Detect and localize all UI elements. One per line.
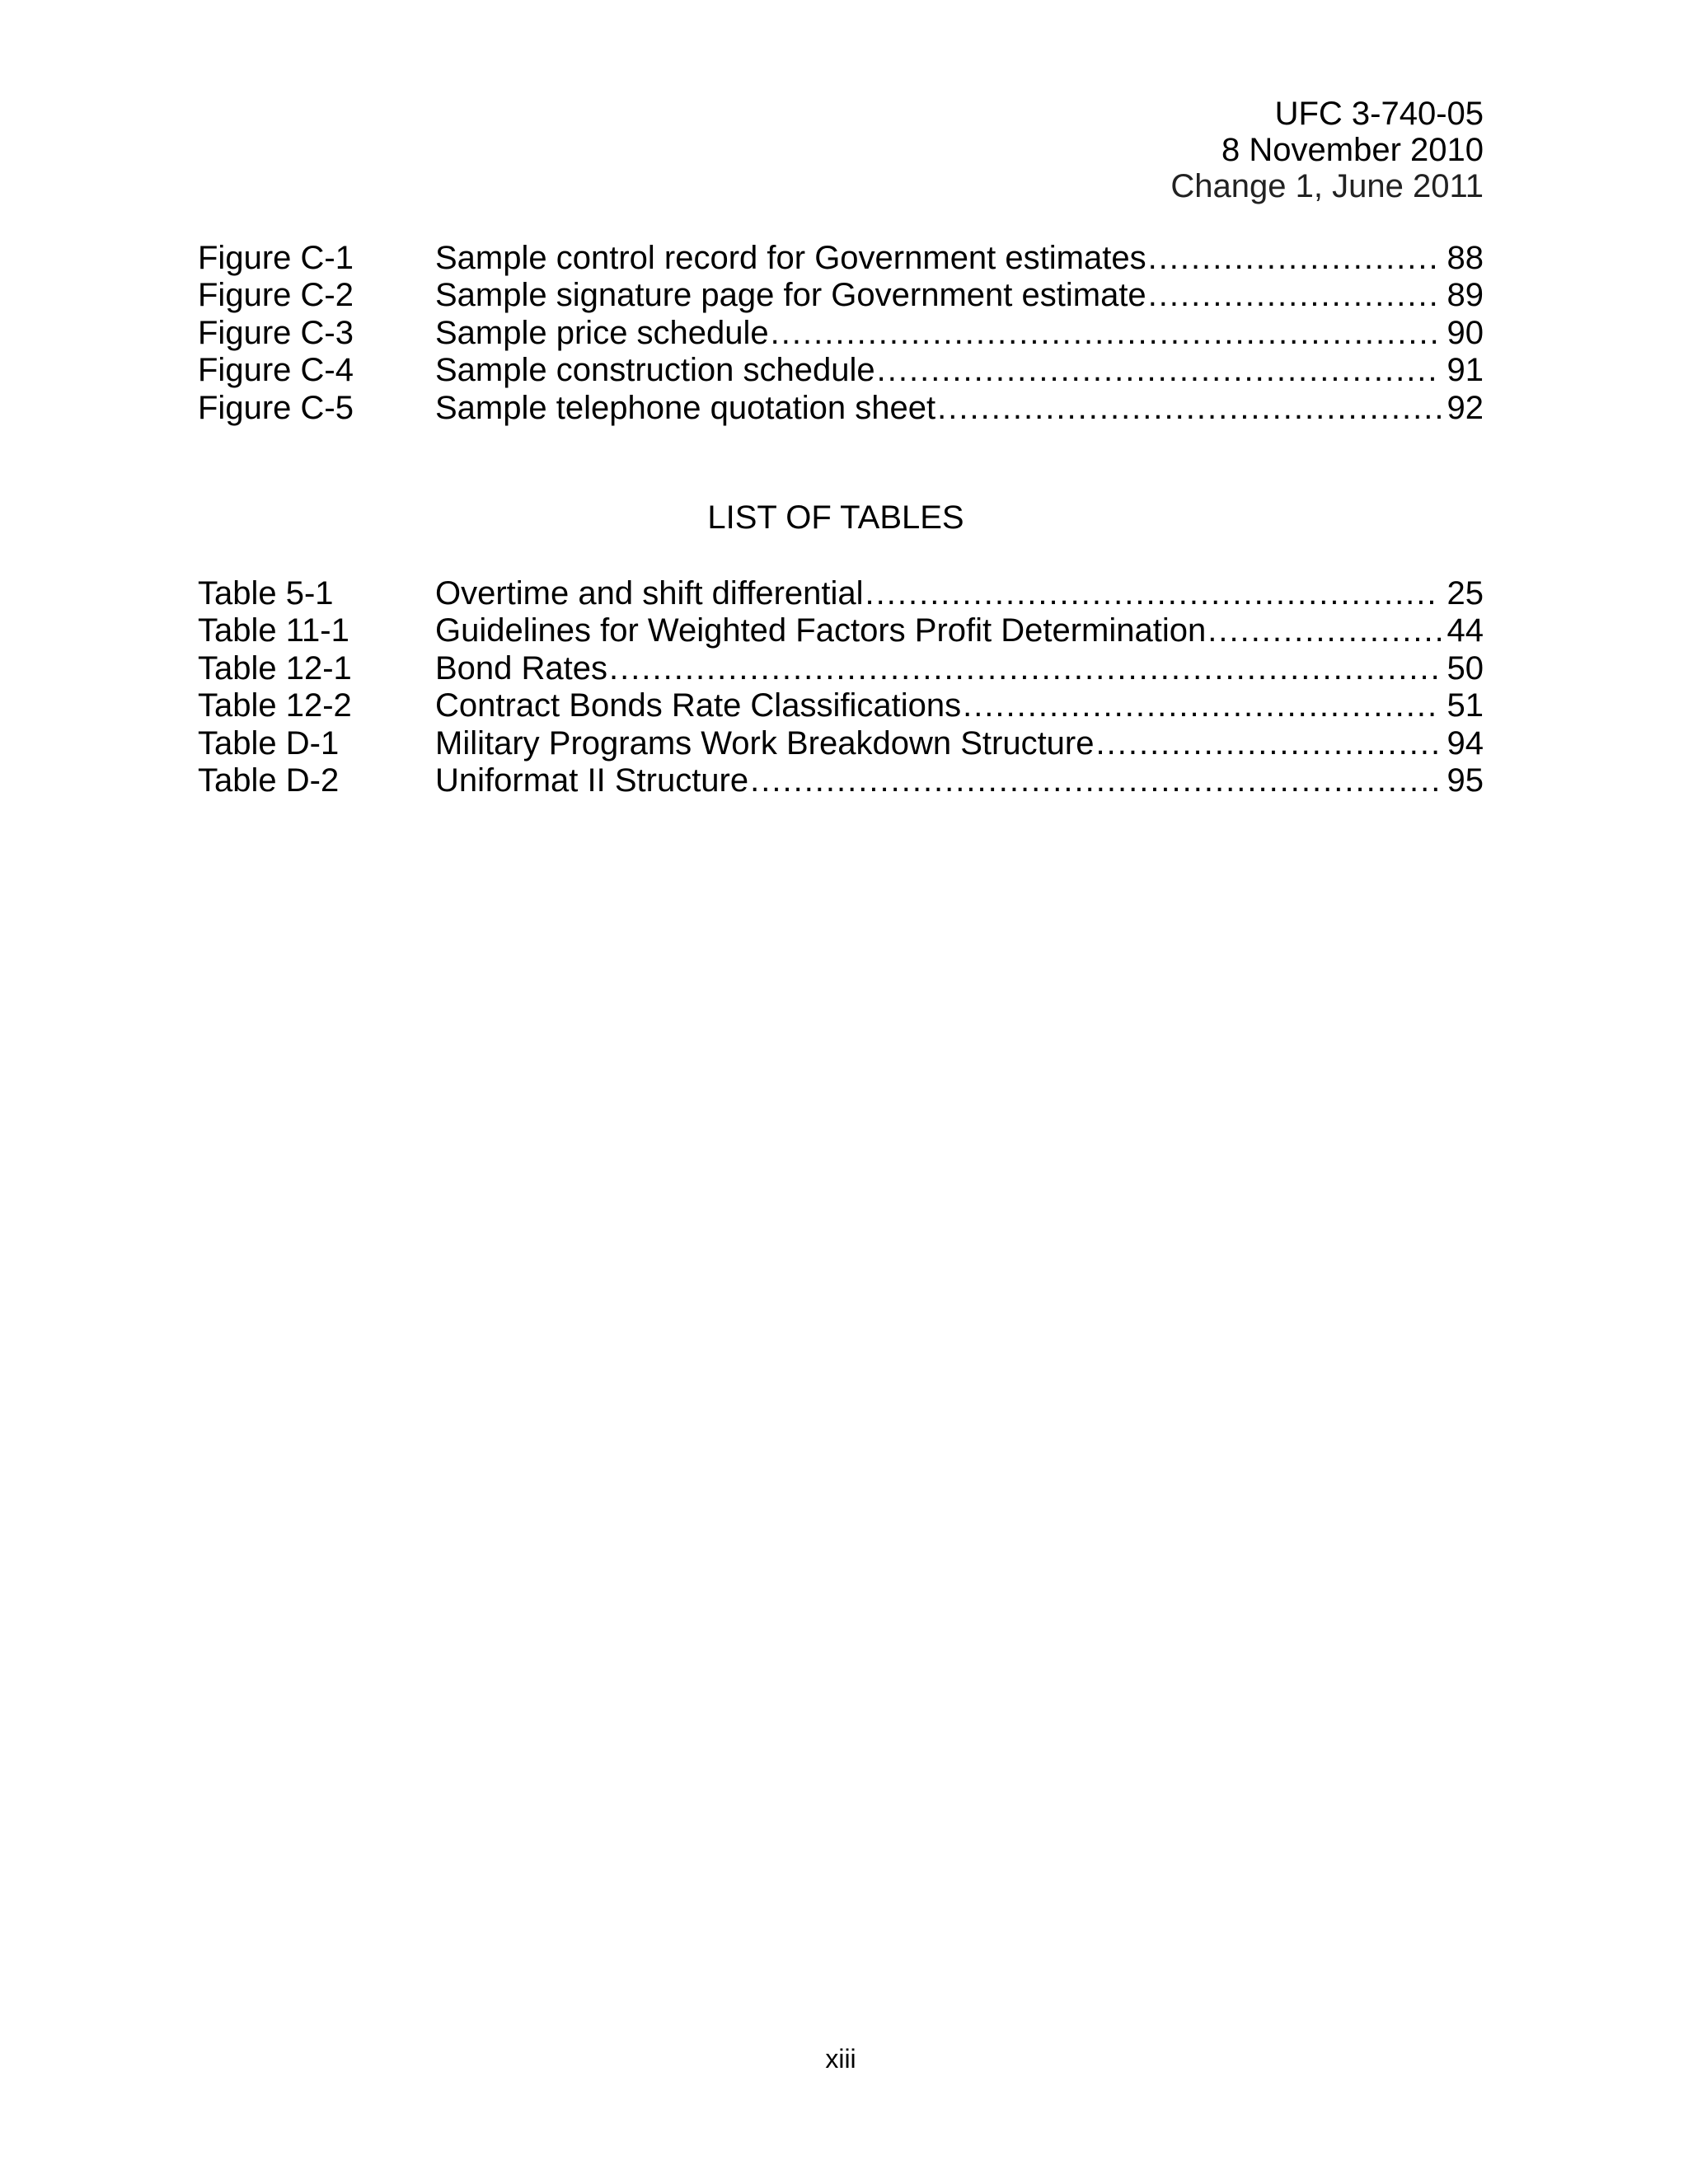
change-notice: Change 1, June 2011 [1170,168,1484,204]
toc-entry-label: Figure C-5 [198,389,354,426]
toc-entry-label: Table 5-1 [198,575,334,612]
dot-leader [1148,240,1441,277]
toc-entry-label: Figure C-2 [198,277,354,314]
document-header [1170,96,1484,204]
toc-entry-label: Table 12-2 [198,687,352,724]
dot-leader [771,315,1441,352]
toc-row-table-12-1[interactable] [198,650,1484,687]
toc-entry-title: Bond Rates [435,649,608,687]
toc-entry-label: Table 11-1 [198,612,349,649]
dot-leader [937,390,1440,427]
toc-entry-page: 90 [1447,314,1484,351]
toc-entry-title: Sample price schedule [435,314,769,351]
toc-row-table-5-1[interactable] [198,575,1484,612]
toc-row-table-d-2[interactable] [198,762,1484,799]
toc-entry-label: Figure C-4 [198,352,354,389]
dot-leader [1207,612,1440,649]
toc-entry-label: Table 12-1 [198,649,352,687]
toc-entry-label: Table D-2 [198,762,340,799]
list-of-figures [198,240,1484,427]
dot-leader [609,650,1440,687]
toc-entry-title: Uniformat II Structure [435,762,749,799]
toc-row-table-d-1[interactable] [198,725,1484,762]
toc-entry-page: 50 [1447,649,1484,687]
list-of-tables [198,575,1484,799]
dot-leader [963,687,1440,724]
toc-entry-label: Figure C-1 [198,240,354,276]
toc-entry-title: Sample control record for Government estimates [435,240,1146,276]
toc-entry-page: 44 [1447,612,1484,649]
toc-entry-label: Figure C-3 [198,314,354,351]
toc-row-table-11-1[interactable] [198,612,1484,649]
toc-entry-title: Sample construction schedule [435,352,875,389]
toc-entry-page: 89 [1447,277,1484,314]
dot-leader [865,575,1441,612]
toc-entry-label: Table D-1 [198,724,340,762]
dot-leader [1096,725,1441,762]
page-number: xiii [825,2044,856,2074]
document-id: UFC 3-740-05 [1274,96,1484,132]
toc-row-table-12-2[interactable] [198,687,1484,724]
toc-entry-title: Sample telephone quotation sheet [435,389,936,426]
toc-entry-page: 88 [1447,240,1484,276]
toc-row-figure-c-5[interactable] [198,390,1484,427]
dot-leader [1148,277,1441,314]
toc-entry-page: 94 [1447,724,1484,762]
dot-leader [750,762,1440,799]
toc-entry-page: 25 [1447,575,1484,612]
toc-entry-title: Military Programs Work Breakdown Structure [435,724,1095,762]
toc-entry-page: 95 [1447,762,1484,799]
toc-row-figure-c-3[interactable] [198,315,1484,352]
toc-entry-page: 51 [1447,687,1484,724]
toc-entry-page: 91 [1447,352,1484,389]
dot-leader [877,352,1441,389]
list-of-tables-heading: LIST OF TABLES [707,499,964,536]
toc-entry-title: Contract Bonds Rate Classifications [435,687,962,724]
toc-row-figure-c-1[interactable] [198,240,1484,277]
toc-entry-title: Overtime and shift differential [435,575,864,612]
toc-row-figure-c-2[interactable] [198,277,1484,314]
toc-row-figure-c-4[interactable] [198,352,1484,389]
toc-entry-title: Guidelines for Weighted Factors Profit Determination [435,612,1207,649]
toc-entry-page: 92 [1447,389,1484,426]
toc-entry-title: Sample signature page for Government estimate [435,277,1146,314]
document-date: 8 November 2010 [1221,132,1484,168]
